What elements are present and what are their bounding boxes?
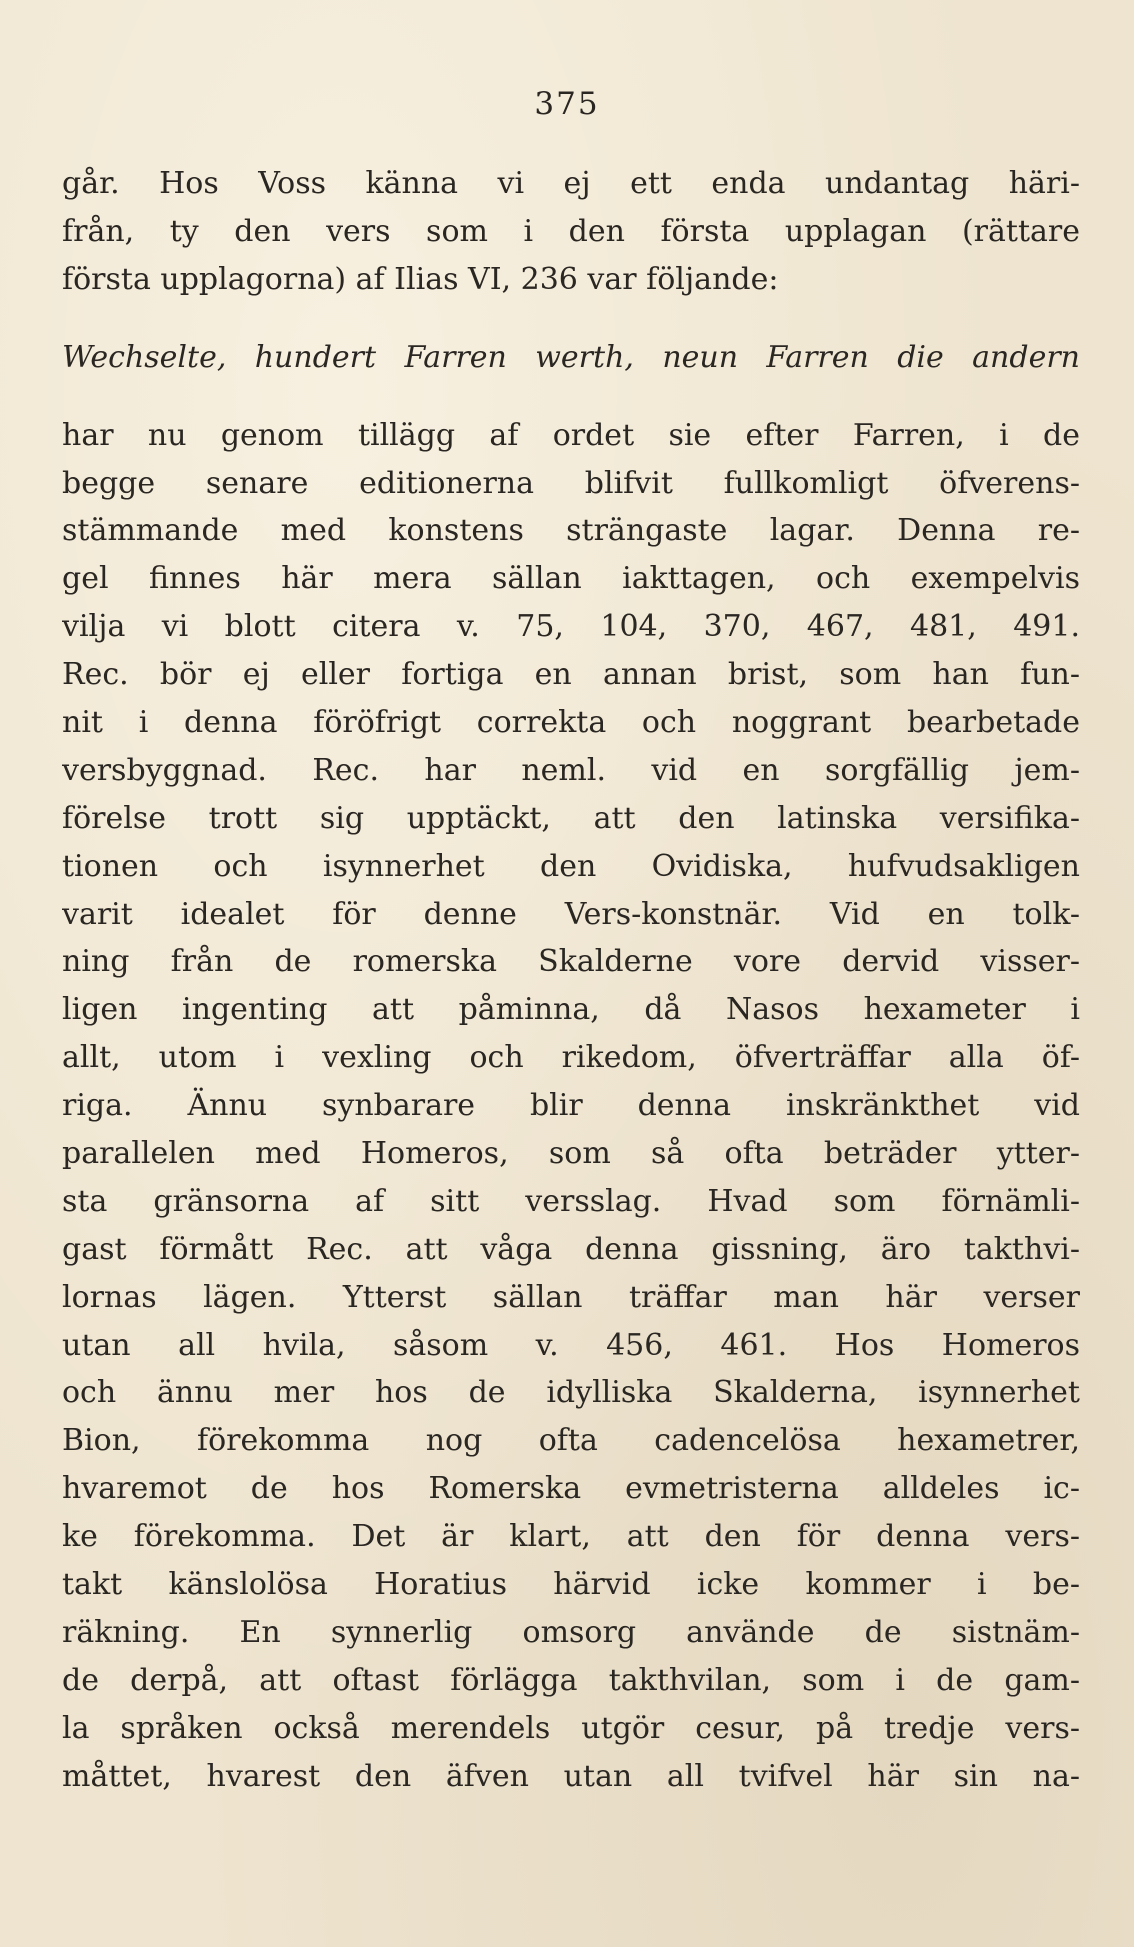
text-line: första upplagorna) af Ilias VI, 236 var följande: [62,261,779,297]
text-line: går. Hos Voss känna vi ej ett enda undantag häri- [62,166,1080,201]
text-line: Bion, förekomma nog ofta cadencelösa hexametrer, [62,1423,1080,1459]
text-line: ke förekomma. Det är klart, att den för denna vers- [62,1519,1080,1555]
text-line: utan all hvila, såsom v. 456, 461. Hos Homeros [62,1327,1080,1363]
text-line: riga. Ännu synbarare blir denna inskränkthet vid [62,1088,1080,1124]
text-line: stämmande med konstens strängaste lagar. Denna re- [62,513,1080,549]
text-line: gast förmått Rec. att våga denna gissning, äro takthvi- [62,1231,1080,1267]
text-line: la språken också merendels utgör cesur, på tredje vers- [62,1710,1080,1746]
text-line: takt känslolösa Horatius härvid icke kommer i be- [62,1567,1080,1603]
text-line: vilja vi blott citera v. 75, 104, 370, 467, 481, 491. [62,609,1080,645]
text-line: ning från de romerska Skalderne vore dervid visser- [62,944,1080,980]
text-line: från, ty den vers som i den första upplagan (rättare [62,213,1080,249]
page-number: 375 [534,86,600,122]
text-line: begge senare editionerna blifvit fullkomligt öfverens- [62,465,1080,501]
text-line: tionen och isynnerhet den Ovidiska, hufvudsakligen [62,848,1080,884]
text-line: förelse trott sig upptäckt, att den latinska versifika- [62,800,1080,836]
text-line: har nu genom tillägg af ordet sie efter Farren, i de [62,417,1080,453]
text-line: och ännu mer hos de idylliska Skalderna, isynnerhet [62,1375,1080,1411]
text-line: versbyggnad. Rec. har neml. vid en sorgfällig jem- [62,752,1080,788]
text-line: hvaremot de hos Romerska evmetristerna alldeles ic- [62,1471,1080,1507]
text-line: måttet, hvarest den äfven utan all tvifvel här sin na- [62,1758,1080,1794]
text-line: sta gränsorna af sitt versslag. Hvad som förnämli- [62,1183,1080,1219]
quoted-verse: Wechselte, hundert Farren werth, neun Farren die andern [62,339,1080,375]
text-line: parallelen med Homeros, som så ofta beträder ytter- [62,1136,1080,1172]
body-text [62,160,1080,1801]
text-line: Rec. bör ej eller fortiga en annan brist, som han fun- [62,657,1080,693]
spacer [62,382,1080,412]
paragraph-1 [62,160,1080,304]
text-line: varit idealet för denne Vers-konstnär. Vid en tolk- [62,896,1080,932]
text-line: lornas lägen. Ytterst sällan träffar man här verser [62,1279,1080,1315]
paragraph-2 [62,412,1080,1801]
text-line: ligen ingenting att påminna, då Nasos hexameter i [62,992,1080,1028]
text-line: allt, utom i vexling och rikedom, öfverträffar alla öf- [62,1040,1080,1076]
text-line: räkning. En synnerlig omsorg använde de sistnäm- [62,1614,1080,1650]
text-line: nit i denna föröfrigt correkta och noggrant bearbetade [62,705,1080,741]
text-line: gel finnes här mera sällan iakttagen, och exempelvis [62,561,1080,597]
text-line: de derpå, att oftast förlägga takthvilan, som i de gam- [62,1662,1080,1698]
spacer [62,304,1080,334]
